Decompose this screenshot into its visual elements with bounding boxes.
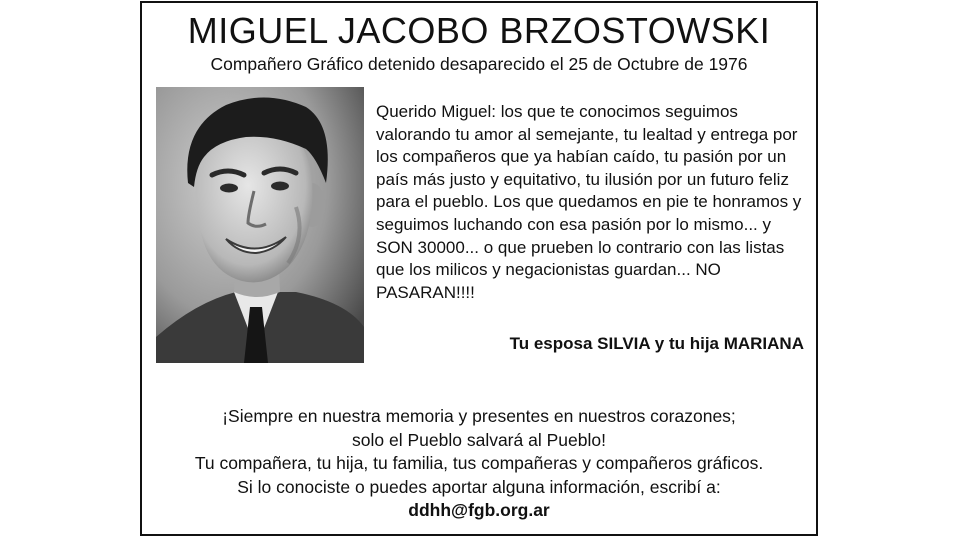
notice-title: MIGUEL JACOBO BRZOSTOWSKI <box>187 10 771 51</box>
portrait-photo <box>156 87 364 363</box>
footer-line-1: ¡Siempre en nuestra memoria y presentes en nuestros corazones; <box>222 406 736 426</box>
message-text: Querido Miguel: los que te conocimos seguimos valorando tu amor al semejante, tu lealtad y entrega por los compañeros que ya habían caído, tu pasión por un país más justo y equitativo, tu ilusión por un futuro feliz para el pueblo. Los que quedamos en pie te honramos y seguimos luchando con esa pasión por lo mismo... y SON 30000... o que prueben lo contrario con las listas que los milicos y negacionistas guardan... NO PASARAN!!!! <box>376 102 802 302</box>
footer <box>142 405 816 523</box>
notice-subtitle: Compañero Gráfico detenido desaparecido el 25 de Octubre de 1976 <box>210 54 748 74</box>
memorial-notice <box>140 1 818 536</box>
footer-line-3: Tu compañera, tu hija, tu familia, tus compañeras y compañeros gráficos. <box>194 453 764 474</box>
signature: Tu esposa SILVIA y tu hija MARIANA <box>509 334 804 353</box>
contact-email[interactable]: ddhh@fgb.org.ar <box>408 500 550 521</box>
footer-line-2: solo el Pueblo salvará al Pueblo! <box>352 429 606 450</box>
portrait-photo-drawing <box>156 87 364 363</box>
footer-line-4: Si lo conociste o puedes aportar alguna información, escribí a: <box>237 476 721 497</box>
